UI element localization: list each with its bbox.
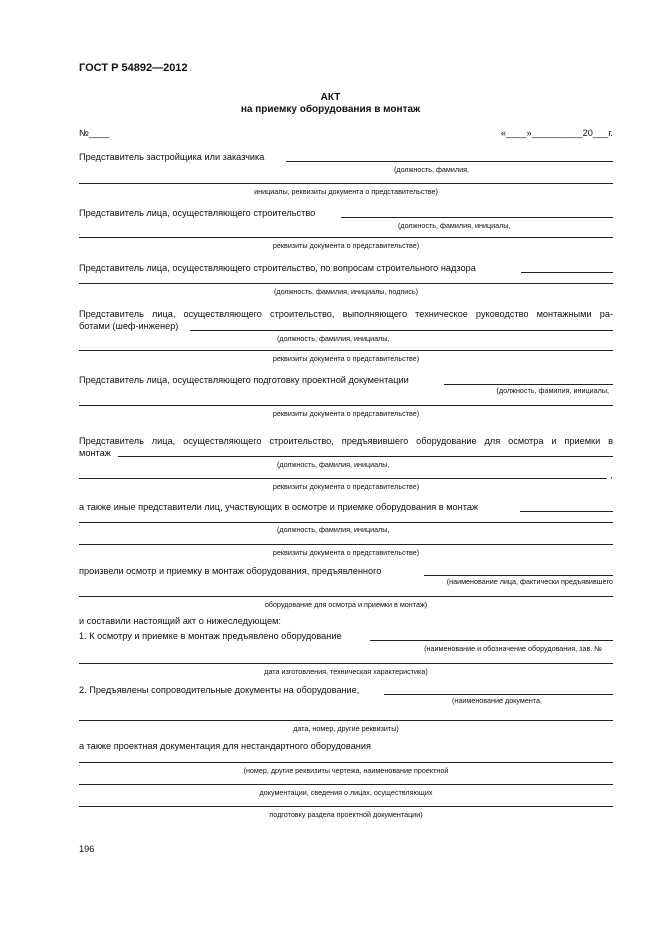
project-docs-label: а также проектная документация для нестандартного оборудования (79, 741, 371, 751)
item2-fill-line-2[interactable] (79, 720, 613, 721)
supervision-fill-line-2[interactable] (79, 283, 613, 284)
project-docs-fill-line-3[interactable] (79, 806, 613, 807)
others-fill-line-3[interactable] (79, 544, 613, 545)
presenter-label-2: монтаж (79, 448, 111, 458)
chief-installer-label-1: Представитель лица, осуществляющего строительство, выполняющего техническое руководство монтажными ра- (79, 309, 613, 319)
builder-fill-line-2[interactable] (79, 237, 613, 238)
others-hint: (должность, фамилия, инициалы, (277, 525, 390, 534)
item1-hint: (наименование и обозначение оборудования, зав. № (424, 644, 602, 653)
designer-fill-line-2[interactable] (79, 405, 613, 406)
inspection-label: произвели осмотр и приемку в монтаж оборудования, предъявленного (79, 566, 382, 576)
inspection-hint-2: оборудование для осмотра и приемки в монтаж) (264, 600, 428, 609)
presenter-fill-line-2[interactable] (79, 478, 607, 479)
project-docs-fill-line[interactable] (79, 762, 613, 763)
page-number: 196 (79, 844, 95, 854)
act-title: АКТ (320, 92, 341, 103)
inspection-fill-line[interactable] (424, 575, 613, 576)
others-fill-line[interactable] (520, 511, 613, 512)
item2-label: 2. Предъявлены сопроводительные документы на оборудование, (79, 685, 360, 695)
supervision-hint: (должность, фамилия, инициалы, подпись) (273, 287, 419, 296)
chief-installer-fill-line-2[interactable] (79, 350, 613, 351)
chief-installer-fill-line[interactable] (190, 330, 613, 331)
builder-label: Представитель лица, осуществляющего строительство (79, 208, 316, 218)
item1-label: 1. К осмотру и приемке в монтаж предъявлено оборудование (79, 631, 342, 641)
standard-header: ГОСТ Р 54892—2012 (79, 62, 188, 74)
others-hint-2: реквизиты документа о представительстве) (272, 548, 420, 557)
others-label: а также иные представители лиц, участвующих в осмотре и приемке оборудования в монтаж (79, 502, 479, 512)
supervision-fill-line[interactable] (521, 272, 613, 273)
developer-label: Представитель застройщика или заказчика (79, 152, 265, 162)
designer-fill-line[interactable] (444, 384, 613, 385)
item2-hint-2: дата, номер, другие реквизиты) (293, 724, 399, 733)
project-docs-hint-3: подготовку раздела проектной документации) (269, 810, 423, 819)
presenter-label-1: Представитель лица, осуществляющего строительство, предъявившего оборудование для осмотра и приемки в (79, 436, 613, 446)
inspection-hint: (наименование лица, фактически предъявившего (446, 577, 613, 586)
item1-fill-line-2[interactable] (79, 663, 613, 664)
designer-hint: (должность, фамилия, инициалы, (496, 386, 609, 395)
presenter-hint-2: реквизиты документа о представительстве) (272, 482, 420, 491)
developer-fill-line-2[interactable] (79, 183, 613, 184)
chief-installer-hint-2: реквизиты документа о представительстве) (272, 354, 420, 363)
others-fill-line-2[interactable] (79, 522, 613, 523)
act-subtitle: на приемку оборудования в монтаж (240, 104, 421, 115)
presenter-hint: (должность, фамилия, инициалы, (277, 460, 390, 469)
builder-fill-line[interactable] (341, 217, 613, 218)
chief-installer-label-2: ботами (шеф-инженер) (79, 321, 179, 331)
presenter-comma: , (610, 470, 613, 480)
act-date: «____»__________20___г. (500, 128, 613, 138)
inspection-fill-line-2[interactable] (79, 596, 613, 597)
developer-hint-2: инициалы, реквизиты документа о представительстве) (254, 187, 438, 196)
item2-fill-line[interactable] (384, 694, 613, 695)
chief-installer-hint: (должность, фамилия, инициалы, (277, 334, 390, 343)
designer-hint-2: реквизиты документа о представительстве) (272, 409, 420, 418)
item1-hint-2: дата изготовления, техническая характеристика) (264, 667, 428, 676)
developer-fill-line[interactable] (286, 161, 613, 162)
developer-hint: (должность, фамилия, (394, 165, 469, 174)
item1-fill-line[interactable] (370, 640, 613, 641)
drafted-label: и составили настоящий акт о нижеследующем: (79, 616, 281, 626)
project-docs-hint: (номер, другие реквизиты чертежа, наименование проектной (243, 766, 449, 775)
project-docs-hint-2: документации, сведения о лицах, осуществляющих (259, 788, 433, 797)
project-docs-fill-line-2[interactable] (79, 784, 613, 785)
act-number: №____ (79, 128, 110, 138)
item2-hint: (наименование документа, (452, 696, 543, 705)
supervision-label: Представитель лица, осуществляющего строительство, по вопросам строительного надзора (79, 263, 476, 273)
designer-label: Представитель лица, осуществляющего подготовку проектной документации (79, 375, 409, 385)
builder-hint: (должность, фамилия, инициалы, (398, 221, 511, 230)
presenter-fill-line[interactable] (118, 456, 613, 457)
builder-hint-2: реквизиты документа о представительстве) (272, 241, 420, 250)
